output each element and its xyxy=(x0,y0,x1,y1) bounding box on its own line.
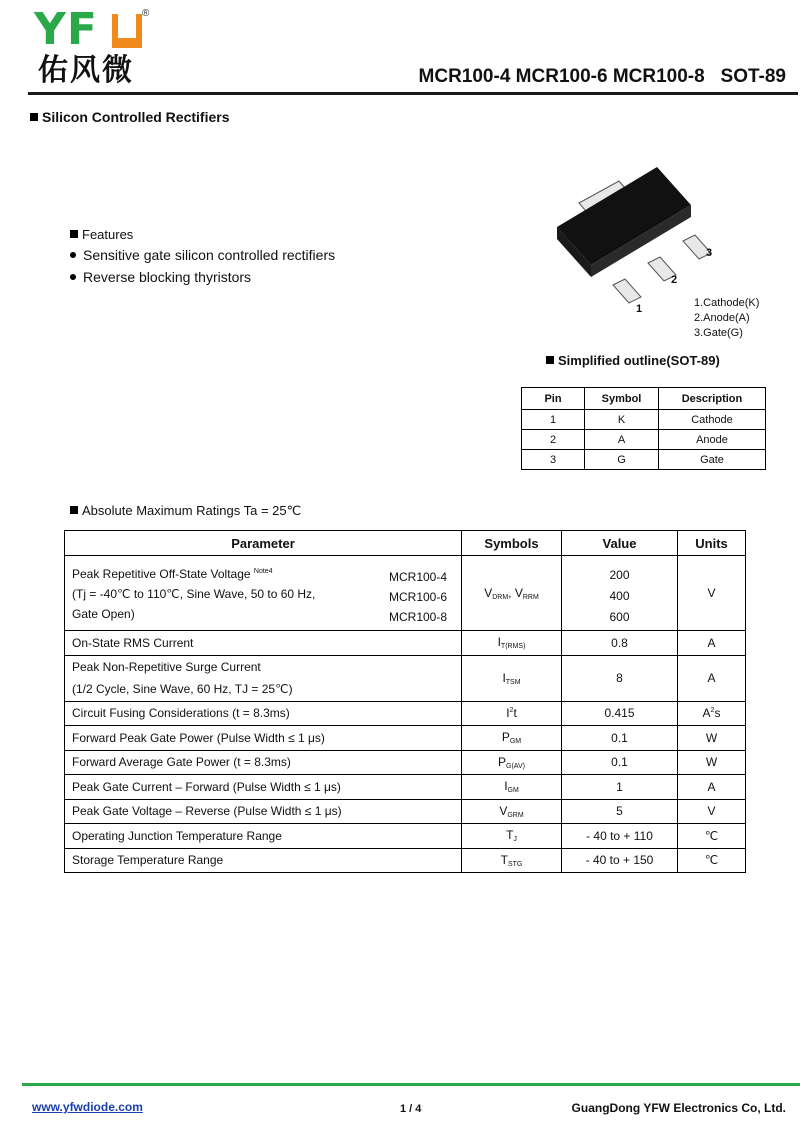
table-row: 2 A Anode xyxy=(522,430,766,450)
section-heading xyxy=(30,109,229,125)
table-row: Forward Peak Gate Power (Pulse Width ≤ 1 μs) $P_{GM}$ 0.1 W xyxy=(65,726,746,751)
pin-number-1: 1 xyxy=(636,303,643,315)
table-row: Storage Temperature Range $T_{STG}$ - 40 to + 150 ℃ xyxy=(65,848,746,873)
table-header-row: Parameter Symbols Value Units xyxy=(65,531,746,556)
table-row: 1 K Cathode xyxy=(522,410,766,430)
table-row: 3 G Gate xyxy=(522,450,766,470)
table-row: Peak Gate Voltage – Reverse (Pulse Width ≤ 1 μs) $V_{GRM}$ 5 V xyxy=(65,799,746,824)
symbol-cell: $T_J$ xyxy=(462,824,562,849)
symbol-cell: $I_{TSM}$ xyxy=(462,655,562,701)
bullet-icon xyxy=(70,274,76,280)
features-heading: Features xyxy=(70,227,133,242)
pin-table xyxy=(521,387,766,470)
ratings-table xyxy=(64,530,746,873)
pin-number-3: 3 xyxy=(706,247,713,259)
section-heading-text: Silicon Controlled Rectifiers xyxy=(42,109,230,125)
table-header-row: Pin Symbol Description xyxy=(522,388,766,410)
header-divider xyxy=(28,92,798,95)
square-bullet-icon xyxy=(70,506,78,514)
table-row: Circuit Fusing Considerations (t = 8.3ms) $I^2t$ 0.415 $A^2s$ xyxy=(65,701,746,726)
bullet-icon xyxy=(70,252,76,258)
pin-legend: 1.Cathode(K) 2.Anode(A) 3.Gate(G) xyxy=(694,297,760,339)
table-row: Peak Gate Current – Forward (Pulse Width ≤ 1 μs) $I_{GM}$ 1 A xyxy=(65,775,746,800)
symbol-cell: $P_{G(AV)}$ xyxy=(462,750,562,775)
table-row: Peak Repetitive Off-State Voltage $^{Note4}$ (Tj = -40℃ to 110℃, Sine Wave, 50 to 60 Hz, Gate Open) MCR100-4 MCR100-6 MCR100-8 $V_{DRM}$, $V_{RRM}$ 200 400 600 V xyxy=(65,556,746,631)
company-name: GuangDong YFW Electronics Co, Ltd. xyxy=(571,1101,786,1115)
website-link[interactable]: www.yfwdiode.com xyxy=(32,1100,143,1114)
table-row: Peak Non-Repetitive Surge Current (1/2 Cycle, Sine Wave, 60 Hz, TJ = 25℃) $I_{TSM}$ 8 A xyxy=(65,655,746,701)
symbol-cell: $V_{GRM}$ xyxy=(462,799,562,824)
pin-number-2: 2 xyxy=(671,274,678,286)
feature-item: Reverse blocking thyristors xyxy=(70,269,251,285)
logo-w-mark xyxy=(112,14,142,48)
feature-item: Sensitive gate silicon controlled rectifiers xyxy=(70,247,335,263)
square-bullet-icon xyxy=(546,356,554,364)
logo-registered: ® xyxy=(142,8,150,19)
ratings-heading: Absolute Maximum Ratings Ta = 25℃ xyxy=(70,503,301,519)
square-bullet-icon xyxy=(30,113,38,121)
logo-chinese-name: 佑风微 xyxy=(38,53,134,88)
symbol-cell: $I_{GM}$ xyxy=(462,775,562,800)
page-number: 1 / 4 xyxy=(400,1103,422,1115)
symbol-cell: $T_{STG}$ xyxy=(462,848,562,873)
footer-divider xyxy=(22,1083,800,1086)
table-row: Forward Average Gate Power (t = 8.3ms) $P_{G(AV)}$ 0.1 W xyxy=(65,750,746,775)
page-title: MCR100-4 MCR100-6 MCR100-8 SOT-89 xyxy=(418,66,786,87)
symbol-cell: $I_{T(RMS)}$ xyxy=(462,631,562,656)
table-row: On-State RMS Current $I_{T(RMS)}$ 0.8 A xyxy=(65,631,746,656)
company-logo xyxy=(34,4,154,94)
table-row: Operating Junction Temperature Range $T_J$ - 40 to + 110 ℃ xyxy=(65,824,746,849)
outline-caption: Simplified outline(SOT-89) xyxy=(546,353,720,368)
symbol-cell: $I^2t$ xyxy=(462,701,562,726)
square-bullet-icon xyxy=(70,230,78,238)
symbol-cell: $V_{DRM}$, $V_{RRM}$ xyxy=(462,556,562,631)
logo-yf-text: YF xyxy=(34,4,98,55)
symbol-cell: $P_{GM}$ xyxy=(462,726,562,751)
